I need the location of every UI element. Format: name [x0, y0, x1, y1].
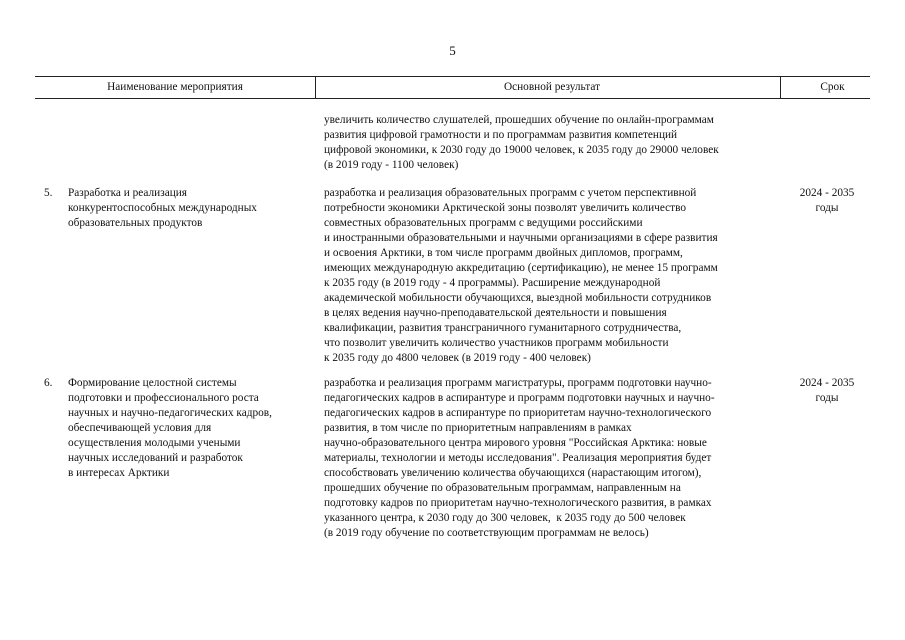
header-term: Срок [820, 81, 845, 93]
header-divider-1 [315, 77, 316, 98]
row-6-number: 6. [44, 377, 53, 389]
table-header [35, 76, 870, 99]
row-5-term: 2024 - 2035 годы [799, 187, 855, 214]
row-5-name: Разработка и реализация конкурентоспособных международных образовательных продуктов [68, 187, 257, 229]
header-divider-2 [780, 77, 781, 98]
row-5-result: разработка и реализация образовательных программ с учетом перспективной потребности экономики Арктической зоны позволят увеличить количество совместных образовательных программ с ведущими российскими и иностранными образовательными и научными организациями в сфере развития и освоения Арктики, в том числе программ двойных дипломов, программ, имеющих международную аккредитацию (сертификацию), не менее 15 программ к 2035 году (в 2019 году - 4 программы). Расширение международной академической мобильности обучающихся, выездной мобильности сотрудников в целях ведения научно-преподавательской деятельности и повышения квалификации, развития трансграничного гуманитарного сотрудничества, что позволит увеличить количество участников программ мобильности к 2035 году до 4800 человек (в 2019 году - 400 человек) [324, 187, 718, 364]
row-6-name: Формирование целостной системы подготовки и профессионального роста научных и научно-педагогических кадров, обеспечивающей условия для осуществления молодыми учеными научных исследований и разработок в интересах Арктики [68, 377, 272, 479]
header-result: Основной результат [503, 81, 601, 93]
header-name: Наименование мероприятия [107, 81, 243, 93]
continuation-result: увеличить количество слушателей, прошедших обучение по онлайн-программам развития цифровой грамотности и по программам развития компетенций цифровой экономики, к 2030 году до 19000 человек, к 2035 году до 29000 человек (в 2019 году - 1100 человек) [324, 114, 719, 171]
row-6-term: 2024 - 2035 годы [799, 377, 855, 404]
page-number: 5 [449, 43, 456, 58]
row-6-result: разработка и реализация программ магистратуры, программ подготовки научно- педагогических кадров в аспирантуре и программ подготовки научных и научно- педагогических кадров в аспирантуре по приоритетам научно-технологического развития, в том числе по приоритетным направлениям в рамках научно-образовательного центра мирового уровня "Российская Арктика: новые материалы, технологии и методы исследования". Реализация мероприятия будет способствовать увеличению количества обучающихся (нарастающим итогом), прошедших обучение по образовательным программам, направленным на подготовку кадров по приоритетам научно-технологического развития, в рамках указанного центра, к 2030 году до 300 человек, к 2035 году до 500 человек (в 2019 году обучение по соответствующим программам не велось) [324, 377, 715, 539]
row-5-number: 5. [44, 187, 53, 199]
